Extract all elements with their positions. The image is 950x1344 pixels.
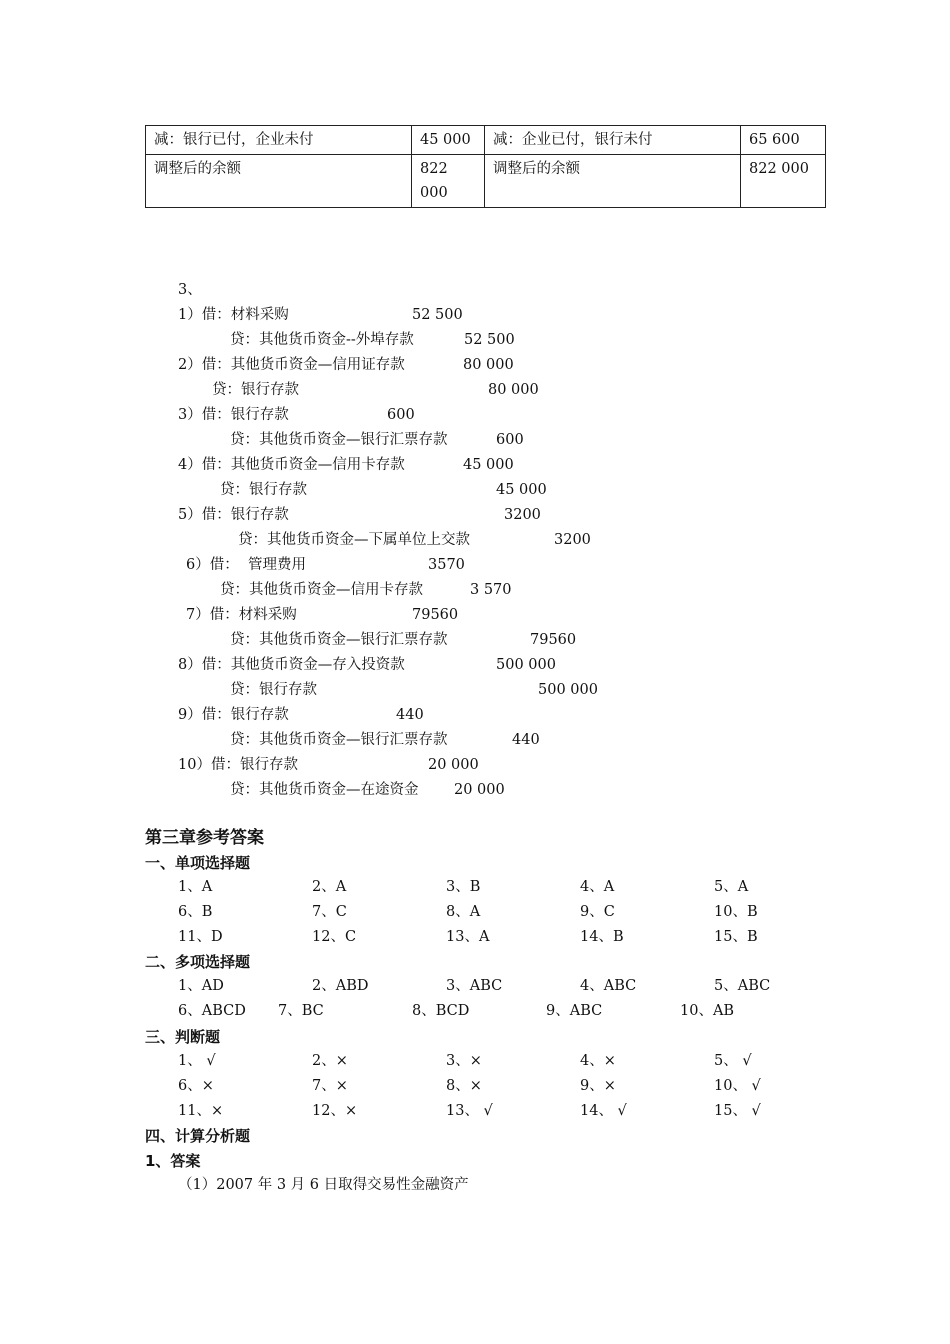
entry-credit-amount: 79560	[530, 632, 577, 648]
table-cell: 822 000	[741, 155, 826, 208]
answer-item: 9、×	[580, 1078, 616, 1094]
answer-item: 9、C	[580, 904, 615, 920]
section-heading: 二、多项选择题	[145, 953, 251, 971]
answer-item: 8、A	[446, 904, 481, 920]
answer-item: 13、A	[446, 929, 490, 945]
answer-item: 5、ABC	[714, 978, 771, 994]
answer-item: 8、BCD	[412, 1003, 470, 1019]
entry-credit-amount: 500 000	[538, 682, 598, 698]
answer-item: 15、B	[714, 929, 758, 945]
entry-credit-amount: 20 000	[454, 782, 505, 798]
entry-debit: 10）借：银行存款	[178, 757, 298, 773]
answer-item: 3、×	[446, 1053, 482, 1069]
chapter-title: 第三章参考答案	[145, 828, 264, 848]
entry-debit-amount: 600	[387, 407, 415, 423]
answer-item: 2、A	[312, 879, 347, 895]
table-cell: 调整后的余额	[146, 155, 412, 208]
entry-credit: 贷：其他货币资金—银行汇票存款	[230, 632, 448, 648]
answer-item: 11、D	[178, 929, 223, 945]
table-cell: 45 000	[412, 126, 485, 155]
answer-item: 6、B	[178, 904, 213, 920]
answer-item: 14、 √	[580, 1103, 627, 1119]
answer-item: 7、×	[312, 1078, 348, 1094]
answer-item: 6、×	[178, 1078, 214, 1094]
answer-item: 12、×	[312, 1103, 358, 1119]
answer-item: 15、 √	[714, 1103, 761, 1119]
answer-item: 4、×	[580, 1053, 616, 1069]
entry-credit-amount: 3200	[554, 532, 591, 548]
answer-item: 1、AD	[178, 978, 224, 994]
answer-item: 1、 √	[178, 1053, 216, 1069]
entry-credit: 贷：其他货币资金—信用卡存款	[220, 582, 423, 598]
entry-debit-amount: 79560	[412, 607, 459, 623]
entry-debit: 9）借：银行存款	[178, 707, 289, 723]
answer-item: 10、 √	[714, 1078, 761, 1094]
reconciliation-table	[145, 125, 826, 208]
answer-item: 6、ABCD	[178, 1003, 246, 1019]
answer-item: 8、×	[446, 1078, 482, 1094]
answer-item: 9、ABC	[546, 1003, 603, 1019]
entry-credit: 贷：银行存款	[230, 682, 317, 698]
entry-debit-amount: 80 000	[463, 357, 514, 373]
answer-item: 4、A	[580, 879, 615, 895]
entry-debit-amount: 52 500	[412, 307, 463, 323]
entry-debit-amount: 20 000	[428, 757, 479, 773]
answer-item: 7、BC	[278, 1003, 324, 1019]
answer-item: 14、B	[580, 929, 624, 945]
entry-credit: 贷：其他货币资金—银行汇票存款	[230, 432, 448, 448]
answer-item: 4、ABC	[580, 978, 637, 994]
answer-item: 7、C	[312, 904, 347, 920]
entry-debit: 8）借：其他货币资金—存入投资款	[178, 657, 405, 673]
answer-item: 10、B	[714, 904, 758, 920]
table-cell: 822 000	[412, 155, 485, 208]
entry-credit-amount: 3 570	[470, 582, 512, 598]
section-number: 3、	[178, 282, 202, 298]
answer-heading: 1、答案	[145, 1152, 201, 1170]
answer-item: 1、A	[178, 879, 213, 895]
table-row	[146, 126, 826, 155]
entry-debit: 1）借：材料采购	[178, 307, 289, 323]
entry-debit-amount: 45 000	[463, 457, 514, 473]
answer-item: 12、C	[312, 929, 357, 945]
answer-item: 10、AB	[680, 1003, 735, 1019]
entry-debit: 7）借：材料采购	[186, 607, 297, 623]
section-heading: 一、单项选择题	[145, 854, 251, 872]
answer-item: 5、A	[714, 879, 749, 895]
entry-credit-amount: 440	[512, 732, 540, 748]
answer-item: 11、×	[178, 1103, 224, 1119]
entry-debit: 6）借： 管理费用	[186, 557, 306, 573]
answer-item: 3、ABC	[446, 978, 503, 994]
entry-credit: 贷：其他货币资金—在途资金	[230, 782, 419, 798]
entry-credit: 贷：其他货币资金—下属单位上交款	[238, 532, 470, 548]
entry-credit-amount: 45 000	[496, 482, 547, 498]
entry-credit: 贷：银行存款	[220, 482, 307, 498]
entry-credit-amount: 600	[496, 432, 524, 448]
answer-item: 3、B	[446, 879, 481, 895]
answer-text: （1）2007 年 3 月 6 日取得交易性金融资产	[178, 1177, 469, 1193]
entry-debit: 3）借：银行存款	[178, 407, 289, 423]
entry-debit: 5）借：银行存款	[178, 507, 289, 523]
entry-debit-amount: 3570	[428, 557, 465, 573]
answer-item: 5、 √	[714, 1053, 752, 1069]
section-heading: 四、计算分析题	[145, 1127, 251, 1145]
table-cell: 65 600	[741, 126, 826, 155]
entry-debit-amount: 440	[396, 707, 424, 723]
entry-credit-amount: 80 000	[488, 382, 539, 398]
entry-credit: 贷：银行存款	[212, 382, 299, 398]
table-cell: 调整后的余额	[485, 155, 741, 208]
entry-debit: 2）借：其他货币资金—信用证存款	[178, 357, 405, 373]
table-cell: 减：企业已付，银行未付	[485, 126, 741, 155]
entry-credit-amount: 52 500	[464, 332, 515, 348]
answer-item: 13、 √	[446, 1103, 493, 1119]
entry-credit: 贷：其他货币资金—银行汇票存款	[230, 732, 448, 748]
table-cell: 减：银行已付，企业未付	[146, 126, 412, 155]
table-row	[146, 155, 826, 208]
entry-debit: 4）借：其他货币资金—信用卡存款	[178, 457, 405, 473]
entry-debit-amount: 500 000	[496, 657, 556, 673]
answer-item: 2、×	[312, 1053, 348, 1069]
entry-debit-amount: 3200	[504, 507, 541, 523]
answer-item: 2、ABD	[312, 978, 369, 994]
section-heading: 三、判断题	[145, 1028, 221, 1046]
entry-credit: 贷：其他货币资金--外埠存款	[230, 332, 414, 348]
